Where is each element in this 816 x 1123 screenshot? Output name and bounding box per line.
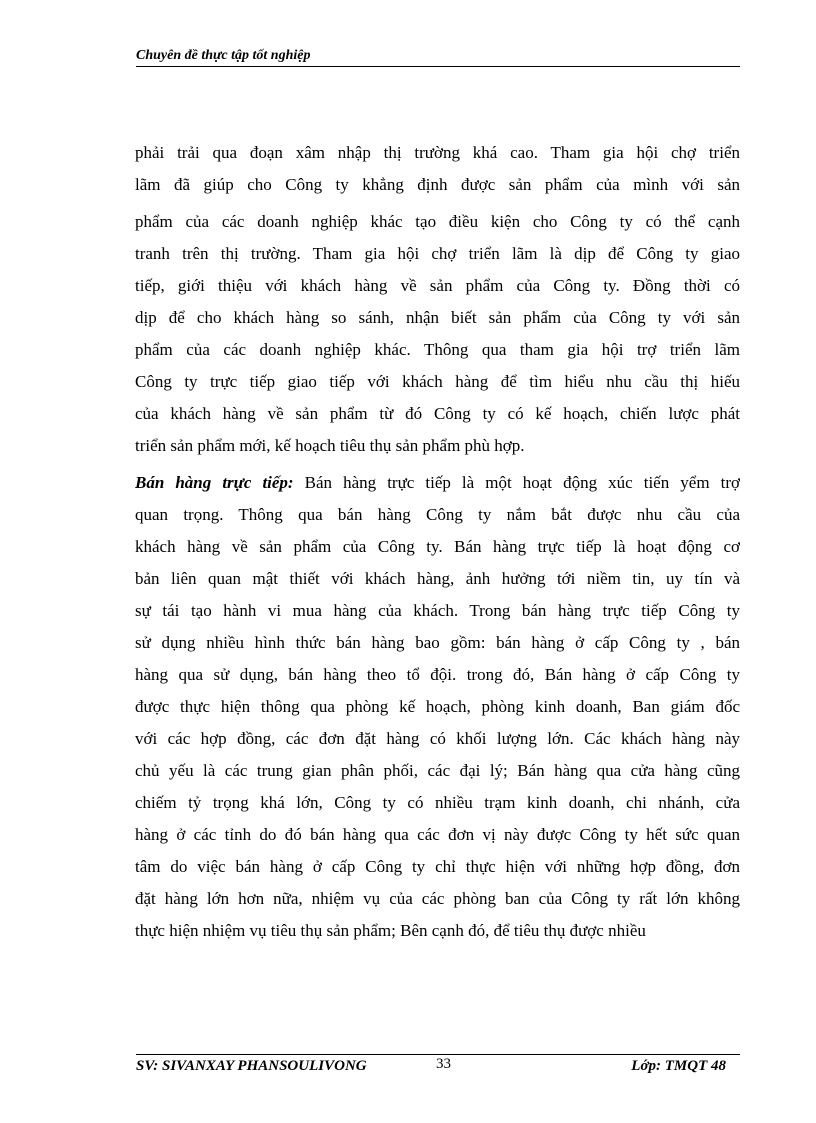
text-line: khách hàng về sản phẩm của Công ty. Bán hàng trực tiếp là hoạt động cơ bbox=[135, 537, 740, 556]
text-line: Công ty trực tiếp giao tiếp với khách hàng để tìm hiểu nhu cầu thị hiếu bbox=[135, 372, 740, 391]
text-line: với các hợp đồng, các đơn đặt hàng có khối lượng lớn. Các khách hàng này bbox=[135, 729, 740, 748]
text-line: chiếm tỷ trọng khá lớn, Công ty có nhiều trạm kinh doanh, chi nhánh, cửa bbox=[135, 793, 740, 812]
text-line: phẩm của các doanh nghiệp khác. Thông qua tham gia hội trợ triển lãm bbox=[135, 340, 740, 359]
text-line: dịp để cho khách hàng so sánh, nhận biết sản phẩm của Công ty với sản bbox=[135, 308, 740, 327]
text-line: lãm đã giúp cho Công ty khẳng định được sản phẩm của mình với sản bbox=[135, 175, 740, 194]
text-line: thực hiện nhiệm vụ tiêu thụ sản phẩm; Bên cạnh đó, để tiêu thụ được nhiều bbox=[135, 921, 646, 940]
footer-divider bbox=[136, 1054, 740, 1055]
section-lead: Bán hàng trực tiếp: bbox=[135, 473, 294, 492]
text-line: sử dụng nhiều hình thức bán hàng bao gồm: bán hàng ở cấp Công ty , bán bbox=[135, 633, 740, 652]
paragraph-2 bbox=[135, 467, 740, 947]
student-name: SV: SIVANXAY PHANSOULIVONG bbox=[136, 1058, 367, 1074]
text-line: bản liên quan mật thiết với khách hàng, ảnh hưởng tới niềm tin, uy tín và bbox=[135, 569, 740, 588]
text-line: triển sản phẩm mới, kế hoạch tiêu thụ sản phẩm phù hợp. bbox=[135, 436, 525, 455]
text-span: Bán hàng trực tiếp là một hoạt động xúc tiến yểm trợ bbox=[293, 473, 740, 492]
page-footer bbox=[136, 1056, 740, 1078]
text-line: sự tái tạo hành vi mua hàng của khách. Trong bán hàng trực tiếp Công ty bbox=[135, 601, 740, 620]
text-line: hàng qua sử dụng, bán hàng theo tổ đội. trong đó, Bán hàng ở cấp Công ty bbox=[135, 665, 740, 684]
text-line: của khách hàng về sản phẩm từ đó Công ty có kế hoạch, chiến lược phát bbox=[135, 404, 740, 423]
class-label: Lớp: TMQT 48 bbox=[631, 1058, 726, 1074]
text-line: phải trải qua đoạn xâm nhập thị trường khá cao. Tham gia hội chợ triển bbox=[135, 143, 740, 162]
text-line: chủ yếu là các trung gian phân phối, các đại lý; Bán hàng qua cửa hàng cũng bbox=[135, 761, 740, 780]
text-line bbox=[135, 467, 740, 499]
text-line: đặt hàng lớn hơn nữa, nhiệm vụ của các phòng ban của Công ty rất lớn không bbox=[135, 889, 740, 908]
text-line: quan trọng. Thông qua bán hàng Công ty nắm bắt được nhu cầu của bbox=[135, 505, 740, 524]
text-line: tâm do việc bán hàng ở cấp Công ty chỉ thực hiện với những hợp đồng, đơn bbox=[135, 857, 740, 876]
text-line: tranh trên thị trường. Tham gia hội chợ triển lãm là dịp để Công ty giao bbox=[135, 244, 740, 263]
page-header bbox=[136, 48, 740, 67]
text-line: tiếp, giới thiệu với khách hàng về sản phẩm của Công ty. Đồng thời có bbox=[135, 276, 740, 295]
body-text bbox=[135, 137, 740, 947]
paragraph-1 bbox=[135, 137, 740, 462]
document-title: Chuyên đề thực tập tốt nghiệp bbox=[136, 48, 311, 63]
text-line: hàng ở các tỉnh do đó bán hàng qua các đơn vị này được Công ty hết sức quan bbox=[135, 825, 740, 844]
page-number: 33 bbox=[436, 1056, 451, 1072]
text-line: được thực hiện thông qua phòng kế hoạch, phòng kinh doanh, Ban giám đốc bbox=[135, 697, 740, 716]
text-line: phẩm của các doanh nghiệp khác tạo điều kiện cho Công ty có thể cạnh bbox=[135, 212, 740, 231]
